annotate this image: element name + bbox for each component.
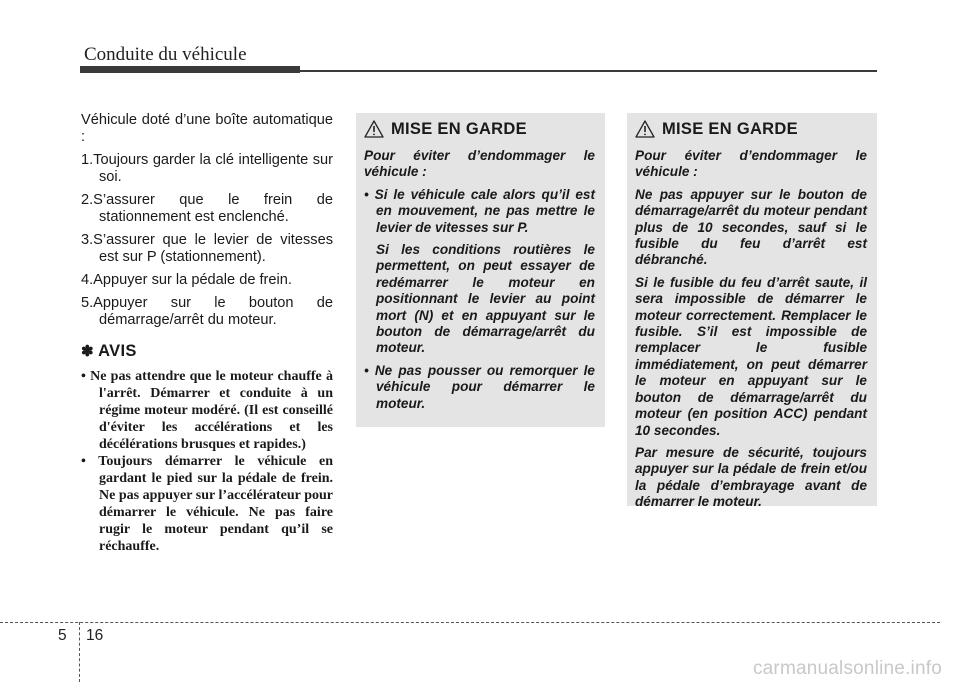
warning-box-2-paragraph: Si le fusible du feu d’arrêt saute, il sera impossible de démarrer le moteur correctement. Remplacer le fusible. S’il est impossible de remplacer le fusible immédiatement, on peut démarrer le moteur en appuyant sur le bouton de démarrage/arrêt du moteur (en position ACC) pendant 10 secondes. — [635, 274, 867, 438]
warning-box-1-item — [364, 363, 595, 412]
step-item: 1.Toujours garder la clé intelligente sur soi. — [81, 152, 333, 185]
step-item: 4.Appuyer sur la pédale de frein. — [81, 272, 292, 288]
warning-box-2-paragraph: Ne pas appuyer sur le bouton de démarrage/arrêt du moteur pendant plus de 10 secondes, sauf si le fusible du feu d’arrêt est débranché. — [635, 186, 867, 268]
notice-heading — [81, 343, 333, 360]
step-item: 5.Appuyer sur le bouton de démarrage/arrêt du moteur. — [81, 295, 333, 328]
warning-box-1-intro: Pour éviter d’endommager le véhicule : — [364, 148, 595, 180]
asterisk-icon: ✽ — [81, 343, 94, 360]
warning-box-1 — [356, 113, 605, 427]
warning-box-2-paragraph: Pour éviter d’endommager le véhicule : — [635, 148, 867, 180]
warning-box-1-title: MISE EN GARDE — [391, 119, 527, 138]
intro-text: Véhicule doté d’une boîte automatique : — [81, 112, 333, 145]
header-accent-bar — [80, 66, 300, 73]
warning-box-1-heading — [364, 120, 595, 138]
page-header-title: Conduite du véhicule — [84, 44, 247, 65]
warning-box-2 — [627, 113, 877, 510]
step-item: 2.S’assurer que le frein de stationnement est enclenché. — [81, 192, 333, 225]
warning-box-1-item — [364, 187, 595, 357]
warning-box-1-list — [364, 187, 595, 412]
chapter-number: 5 — [58, 627, 67, 644]
footer-rule — [0, 622, 940, 623]
warning-triangle-icon — [364, 120, 384, 138]
warning-triangle-icon — [635, 120, 655, 138]
notice-item: • Ne pas attendre que le moteur chauffe à l'arrêt. Démarrer et conduite à un régime moteur modéré. (Il est conseillé d'éviter les accélérations et les décélérations brusques et rapides.) — [81, 369, 333, 452]
step-item: 3.S’assurer que le levier de vitesses est sur P (stationnement). — [81, 232, 333, 265]
warning-item-text: • Ne pas pousser ou remorquer le véhicule pour démarrer le moteur. — [364, 362, 595, 411]
warning-item-text: • Si le véhicule cale alors qu’il est en mouvement, ne pas mettre le levier de vitesses sur P. — [364, 186, 595, 235]
notice-list — [81, 368, 333, 555]
left-column — [81, 112, 333, 555]
notice-item: • Toujours démarrer le véhicule en gardant le pied sur la pédale de frein. Ne pas appuyer sur l’accélérateur pour démarrer le véhicule. Ne pas faire rugir le moteur pendant qu’il se réchauffe. — [81, 454, 333, 554]
warning-box-2-title: MISE EN GARDE — [662, 119, 798, 138]
site-watermark: carmanualsonline.info — [752, 658, 942, 679]
page-number: 16 — [86, 627, 104, 644]
warning-box-2-paragraph: Par mesure de sécurité, toujours appuyer sur la pédale de frein et/ou la pédale d’embrayage avant de démarrer le moteur. — [635, 444, 867, 510]
warning-item-subtext: Si les conditions routières le permettent, on peut essayer de redémarrer le moteur en positionnant le levier au point mort (N) et en appuyant sur le bouton de démarrage/arrêt du moteur. — [376, 242, 595, 356]
notice-title: AVIS — [98, 342, 137, 360]
warning-box-2-heading — [635, 120, 867, 138]
steps-list — [81, 152, 333, 329]
footer-divider — [79, 622, 80, 682]
header-rule — [300, 70, 877, 72]
